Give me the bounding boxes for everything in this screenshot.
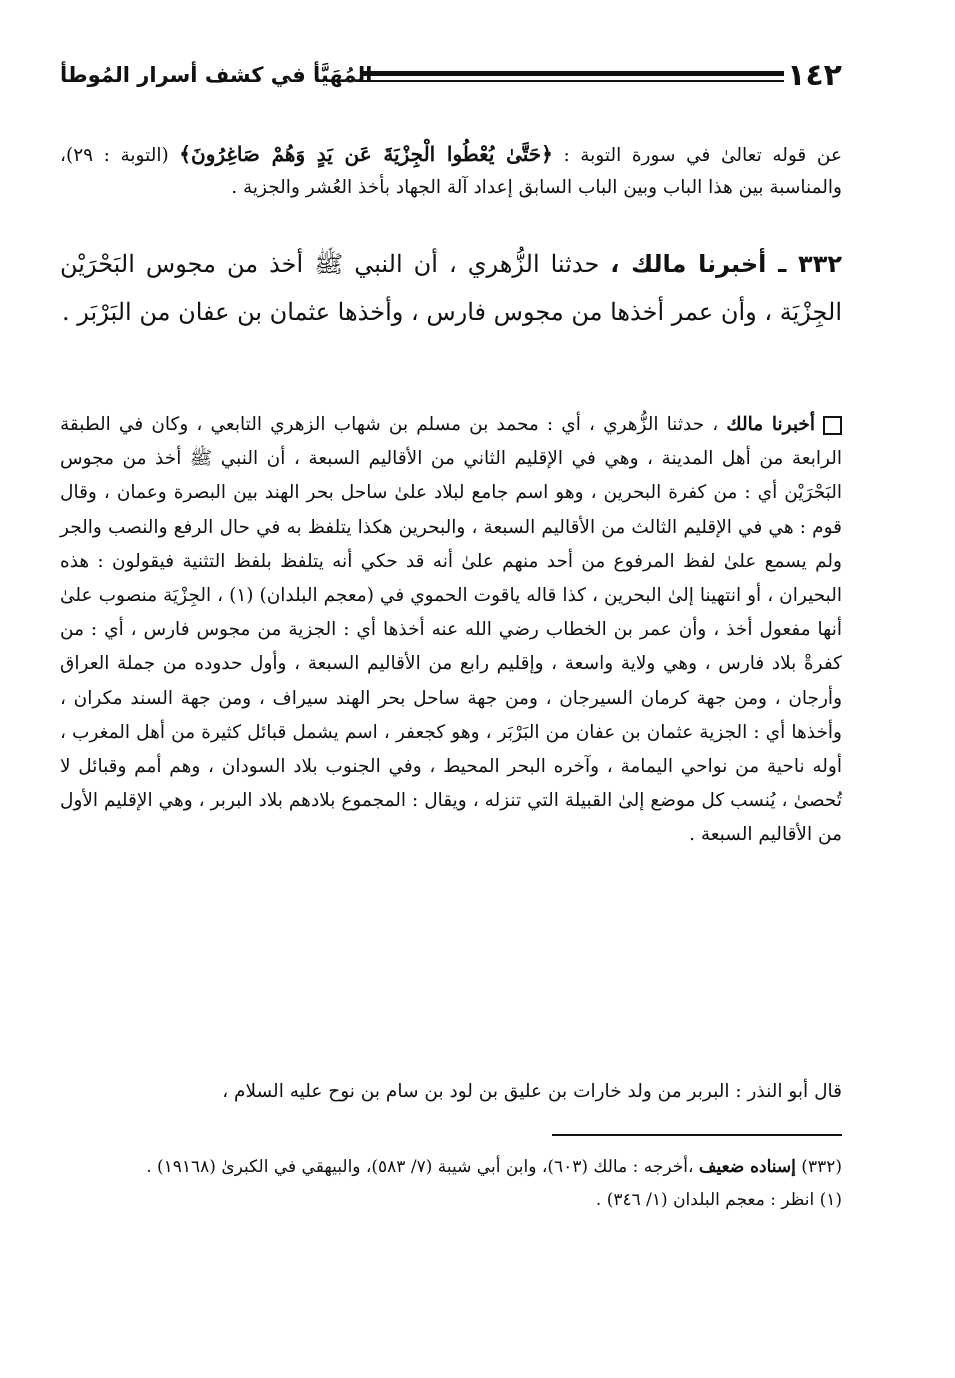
footnote-332-text: ،أخرجه : مالك (٦٠٣)، وابن أبي شيبة (٧/ ٥٨٣)، والبيهقي في الكبرىٰ (١٩١٦٨) . — [146, 1157, 699, 1177]
header-rule-thick — [360, 71, 784, 76]
page-header — [60, 58, 842, 98]
header-rule — [360, 71, 784, 85]
page-number: ١٤٢ — [787, 58, 842, 93]
header-rule-thin — [360, 80, 784, 82]
hadith-body: حدثنا الزُّهري ، أن النبي ﷺ أخذ من مجوس البَحْرَيْن الجِزْيَة ، وأن عمر أخذها من مجوس فارس ، وأخذها عثمان بن عفان من البَرْبَر . — [60, 250, 842, 326]
closing-paragraph: قال أبو النذر : البربر من ولد خارات بن عليق بن لود بن سام بن نوح عليه السلام ، — [222, 1081, 842, 1102]
document-page — [60, 0, 842, 1378]
footnote-separator — [552, 1134, 842, 1136]
running-title: المُهَيَّأ في كشف أسرار المُوطأ — [60, 63, 373, 87]
footnote-332-grade: إسناده ضعيف — [698, 1157, 796, 1177]
footnote-332-number: (٣٣٢) — [795, 1157, 842, 1177]
footnotes — [60, 1152, 842, 1218]
commentary-lead: أخبرنا مالك — [726, 414, 815, 435]
intro-text-1: عن قوله تعالىٰ في سورة التوبة : — [552, 145, 842, 166]
intro-text-2: (التوبة : ٢٩)، والمناسبة بين هذا الباب وبين الباب السابق إعداد آلة الجهاد بأخذ العُشر والجزية . — [60, 145, 842, 198]
hadith-lead: ٣٣٢ ـ أخبرنا مالك ، — [610, 250, 842, 278]
footnote-1: (١) انظر : معجم البلدان (١/ ٣٤٦) . — [595, 1190, 842, 1210]
quran-verse: ﴿حَتَّىٰ يُعْطُوا الْجِزْيَةَ عَن يَدٍ وَهُمْ صَاغِرُونَ﴾ — [179, 142, 553, 166]
commentary-body: ، حدثنا الزُّهري ، أي : محمد بن مسلم بن شهاب الزهري التابعي ، وكان في الطبقة الرابعة من أهل المدينة ، وهي في الإقليم الثاني من الأقاليم السبعة ، أن النبي ﷺ أخذ من مجوس البَحْرَيْن أي : من كفرة البحرين ، وهو اسم جامع لبلاد علىٰ ساحل بحر الهند بين البصرة وعمان ، وقال قوم : هي في الإقليم الثالث من الأقاليم السبعة ، والبحرين هكذا يتلفظ به في حال الرفع والنصب والجر ولم يسمع علىٰ لفظ المرفوع من أحد منهم علىٰ أنه قد حكي أنه يتلفظ بلفظ التثنية فيقولون : هذه البحيران ، أو انتهينا إلىٰ البحرين ، كذا قاله ياقوت الحموي في (معجم البلدان) (١) ، الجِزْيَة منصوب علىٰ أنها مفعول أخذ ، وأن عمر بن الخطاب رضي الله عنه أخذها أي : الجزية من مجوس فارس ، أي : من كفرةْ بلاد فارس ، وهي ولاية واسعة ، وإقليم رابع من الأقاليم السبعة ، وأول حدوده من جملة العراق وأرجان ، ومن جهة كرمان السيرجان ، ومن جهة ساحل بحر الهند سيراف ، ومن جهة السند مكران ، وأخذها أي : الجزية عثمان بن عفان من البَرْبَر ، وهو كجعفر ، اسم يشمل قبائل كثيرة من أهل المغرب ، أوله ناحية من نواحي اليمامة ، وآخره البحر المحيط ، وفي الجنوب بلاد السودان ، وهم أمم وقبائل لا تُحصىٰ ، يُنسب كل موضع إلىٰ القبيلة التي تنزله ، ويقال : المجموع بلادهم بلاد البربر ، وهي الإقليم الأول من الأقاليم السبعة . — [60, 414, 842, 846]
commentary-paragraph — [60, 408, 842, 853]
intro-paragraph — [60, 138, 842, 204]
square-marker-icon — [823, 416, 842, 435]
footnote-332 — [60, 1152, 842, 1183]
hadith-text — [60, 240, 842, 336]
